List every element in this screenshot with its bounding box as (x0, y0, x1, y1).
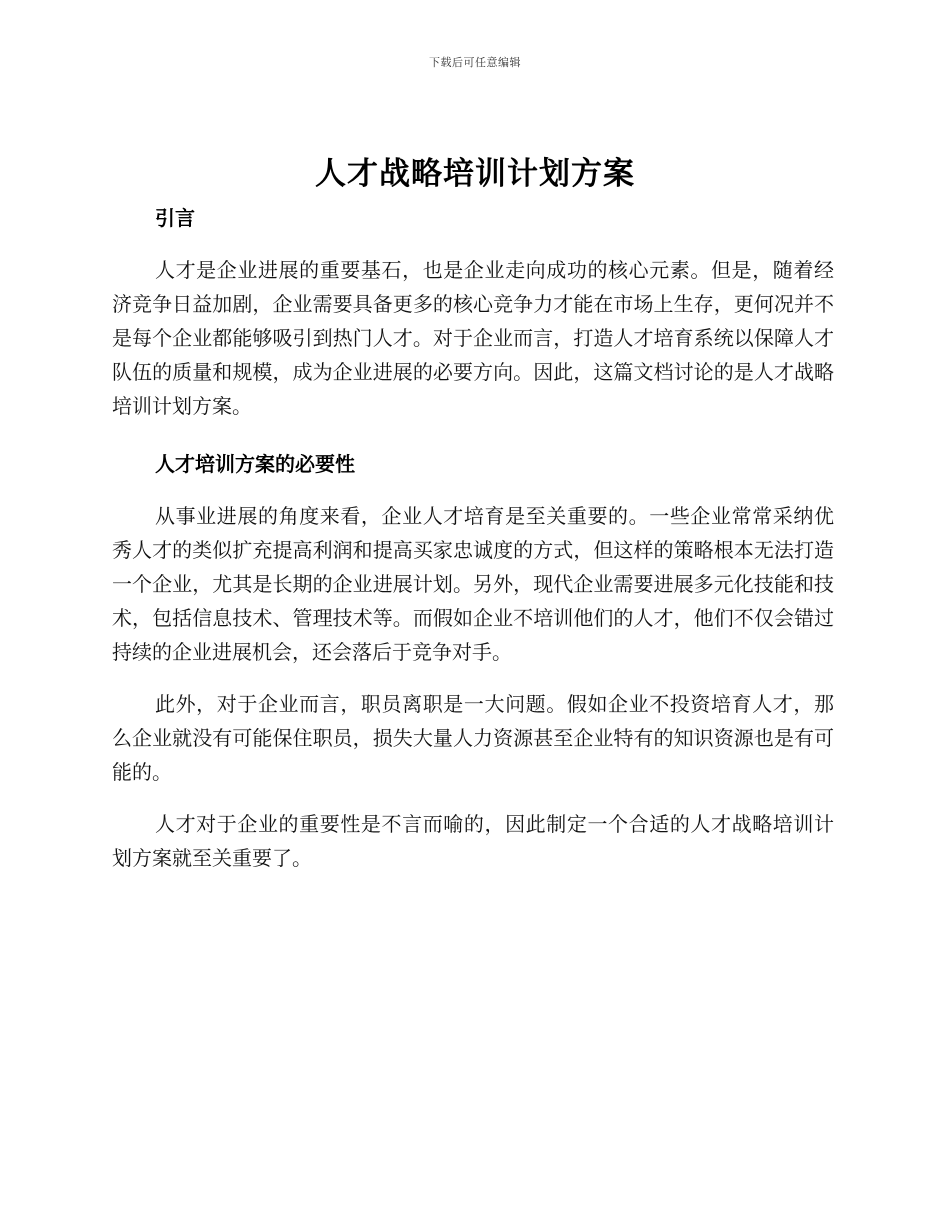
paragraph: 人才是企业进展的重要基石，也是企业走向成功的核心元素。但是，随着经济竞争日益加剧，企业需要具备更多的核心竞争力才能在市场上生存，更何况并不是每个企业都能够吸引到热门人才。对于企业而言，打造人才培育系统以保障人才队伍的质量和规模，成为企业进展的必要方向。因此，这篇文档讨论的是人才战略培训计划方案。 (112, 258, 834, 418)
document-title: 人才战略培训计划方案 (315, 156, 635, 192)
paragraph: 此外，对于企业而言，职员离职是一大问题。假如企业不投资培育人才，那么企业就没有可能保住职员，损失大量人力资源甚至企业特有的知识资源也是有可能的。 (112, 692, 834, 784)
paragraph: 从事业进展的角度来看，企业人才培育是至关重要的。一些企业常常采纳优秀人才的类似扩充提高利润和提高买家忠诚度的方式，但这样的策略根本无法打造一个企业，尤其是长期的企业进展计划。另外，现代企业需要进展多元化技能和技术，包括信息技术、管理技术等。而假如企业不培训他们的人才，他们不仅会错过持续的企业进展机会，还会落后于竞争对手。 (112, 504, 834, 664)
section-heading-introduction: 引言 (155, 206, 195, 230)
section-heading-training-necessity: 人才培训方案的必要性 (155, 452, 355, 476)
page-header-note: 下载后可任意编辑 (429, 56, 521, 69)
paragraph: 人才对于企业的重要性是不言而喻的，因此制定一个合适的人才战略培训计划方案就至关重要了。 (112, 812, 834, 870)
document-body (112, 201, 834, 893)
